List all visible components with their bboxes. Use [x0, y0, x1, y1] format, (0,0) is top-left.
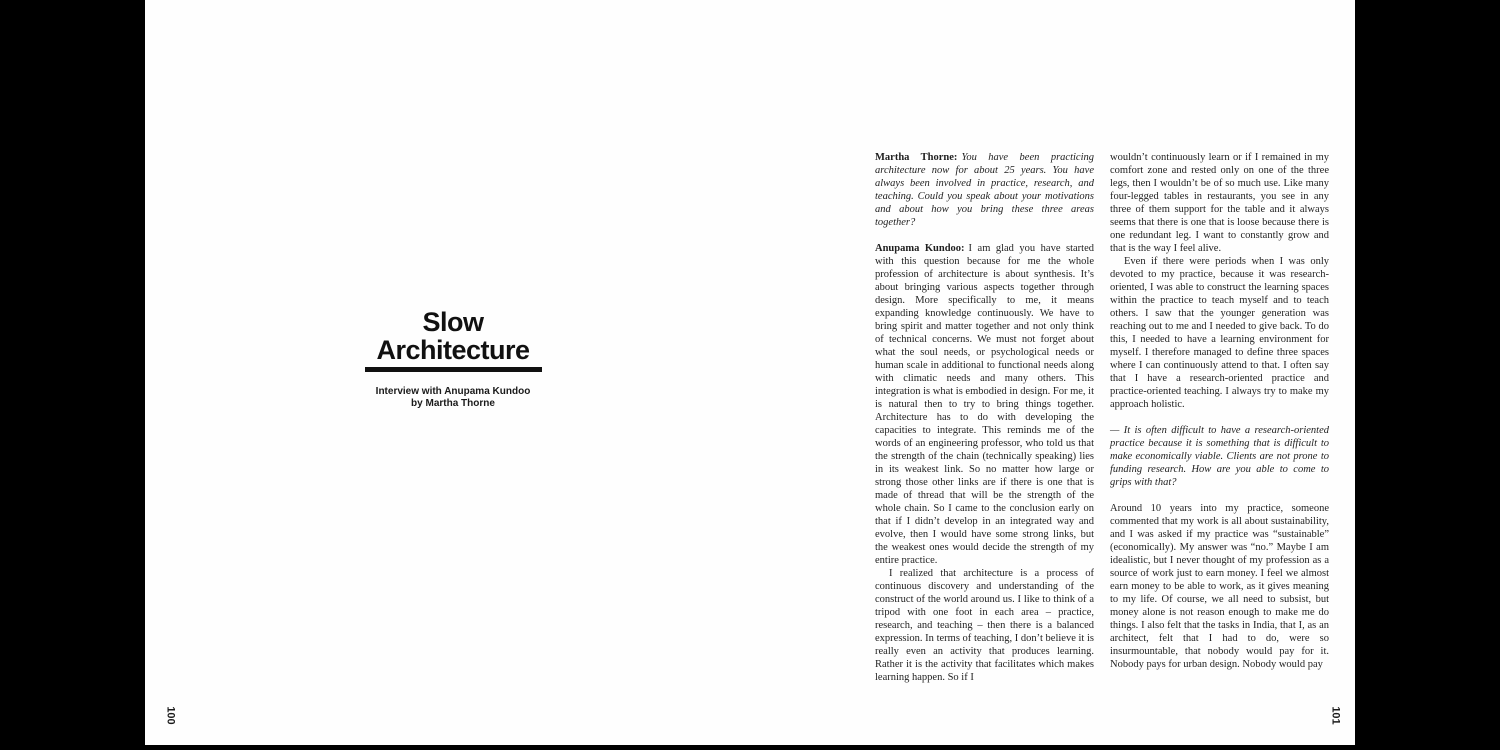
paragraph-text: — It is often difficult to have a research-oriented practice because it is something that is difficult to make economically viable. Clients are not prone to funding research. How are you able to come to grips with that? [1110, 425, 1329, 488]
page-number-left: 100 [164, 706, 177, 725]
book-spread [145, 0, 1355, 745]
title-block [145, 308, 761, 409]
title-line-2: Architecture [376, 335, 530, 365]
speaker-name: Anupama Kundoo: [875, 243, 965, 254]
paragraph-text: Even if there were periods when I was only devoted to my practice, because it was research-oriented, I was able to construct the learning spaces within the practice to teach myself and to teach others. I saw that the younger generation was reaching out to me and I needed to give back. To do this, I needed to have a learning environment for myself. I therefore managed to define three spaces where I can continuously attend to that. I often say that I have a research-oriented practice and practice-oriented teaching. I always try to make my approach holistic. [1110, 256, 1329, 410]
speaker-name: Martha Thorne: [875, 152, 958, 163]
interview-answer-paragraph [1110, 255, 1329, 411]
paragraph-text: I realized that architecture is a process of continuous discovery and understanding of the construct of the world around us. I like to think of a tripod with one foot in each area – practice, research, and teaching – then there is a balanced expression. In terms of teaching, I don’t believe it is really even an activity that produces learning. Rather it is the activity that facilitates which makes learning happen. So if I [875, 568, 1094, 683]
interview-question-paragraph [1110, 424, 1329, 489]
interview-answer-paragraph [1110, 502, 1329, 671]
interview-answer-paragraph [875, 567, 1094, 684]
page-number-right: 101 [1329, 706, 1342, 725]
subtitle-line-1: Interview with Anupama Kundoo [375, 386, 531, 397]
subtitle [145, 386, 761, 409]
text-column-2 [1110, 151, 1329, 671]
text-column-1 [875, 151, 1094, 684]
title-underline [365, 367, 542, 372]
paragraph-text: I am glad you have started with this question because for me the whole profession of architecture is about synthesis. It’s about bringing various aspects together through design. More specifically to me, it means expanding knowledge continuously. We have to bring spirit and matter together and not only think of technical concerns. We must not forget about what the soul needs, or psychological needs or human scale in additional to functional needs along with climatic needs and many others. This integration is what is embodied in design. For me, it is natural then to try to bring things together. Architecture has to do with developing the capacities to integrate. This reminds me of the words of an engineering professor, who told us that the strength of the chain (technically speaking) lies in its weakest link. So no matter how large or strong those other links are if there is one that is made of thread that will be the strength of the whole chain. So I came to the conclusion early on that if I didn’t develop in an integrated way and evolve, then I would have some strong links, but the weakest ones would decide the strength of my entire practice. [875, 243, 1095, 566]
interview-answer-paragraph [875, 242, 1094, 567]
interview-question-paragraph [875, 151, 1094, 229]
page-title [145, 308, 761, 364]
interview-answer-paragraph [1110, 151, 1329, 255]
paragraph-text: You have been practicing architecture now for about 25 years. You have always been involved in practice, research, and teaching. Could you speak about your motivations and about how you bring these three areas together? [875, 152, 1094, 228]
paragraph-text: wouldn’t continuously learn or if I remained in my comfort zone and rested only on one of the three legs, then I wouldn’t be of so much use. Like many four-legged tables in restaurants, you see in any three of them support for the table and it always seems that there is one that is loose because there is one redundant leg. I want to constantly grow and that is the way I feel alive. [1110, 152, 1329, 254]
subtitle-line-2: by Martha Thorne [411, 397, 495, 409]
title-line-1: Slow [422, 307, 484, 337]
paragraph-text: Around 10 years into my practice, someone commented that my work is all about sustainability, and I was asked if my practice was “sustainable” (economically). My answer was “no.” Maybe I am idealistic, but I never thought of my profession as a source of work just to earn money. I feel we almost earn money to be able to work, as it gives meaning to my life. Of course, we all need to subsist, but money alone is not reason enough to make me do things. I also felt that the tasks in India, that I, as an architect, felt that I had to do, were so insurmountable, that nobody would pay for it. Nobody pays for urban design. Nobody would pay [1110, 503, 1329, 670]
